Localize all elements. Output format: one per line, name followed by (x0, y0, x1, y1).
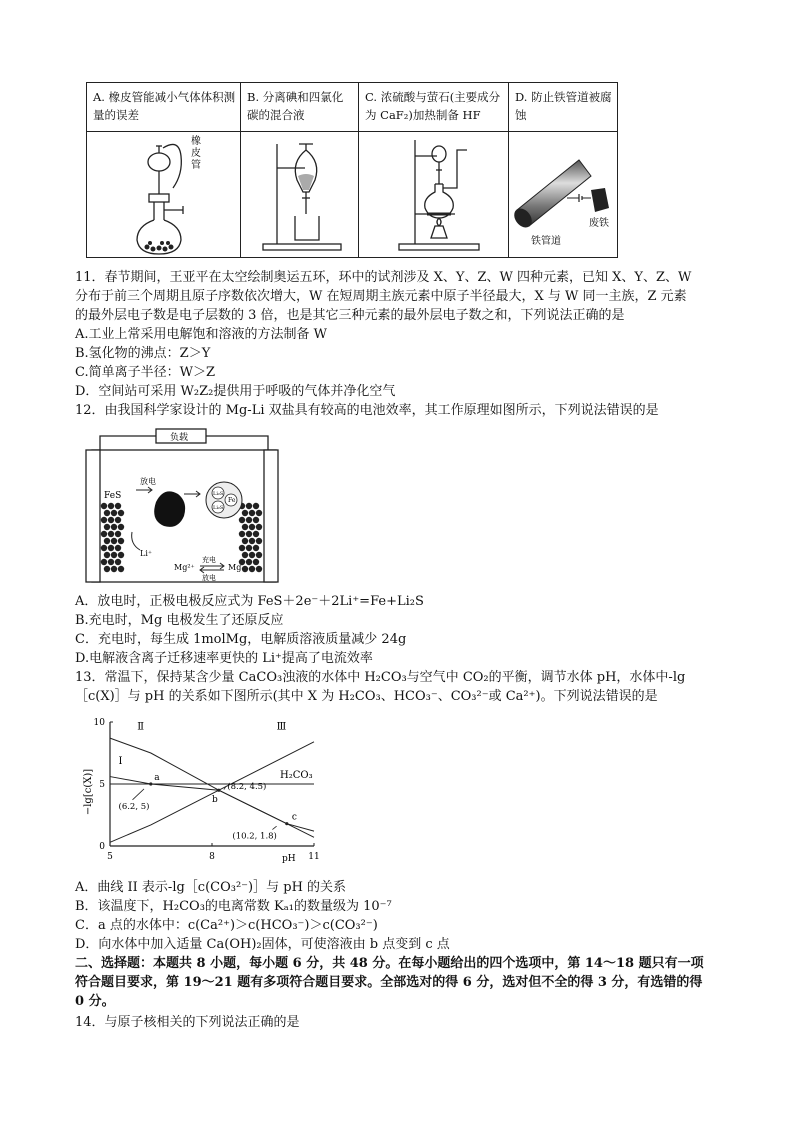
q12-option-a: A．放电时，正极电极反应式为 FeS＋2e⁻＋2Li⁺=Fe+Li₂S (75, 594, 424, 609)
table-cell-b (241, 83, 359, 257)
q13-option-c: C．a 点的水体中：c(Ca²⁺)＞c(HCO₃⁻)＞c(CO₃²⁻) (75, 918, 378, 933)
electrode-sphere (246, 559, 252, 565)
li2s-label-2: Li₂S (213, 505, 224, 511)
electrode-sphere (111, 566, 117, 572)
q12-option-c: C．充电时，每生成 1molMg，电解质溶液质量减少 24g (75, 632, 407, 647)
fe-label: Fe (228, 497, 236, 504)
electrode-sphere (249, 510, 255, 516)
coord-label-b: (8.2, 4.5) (227, 781, 267, 792)
electrode-sphere (101, 545, 107, 551)
table-cell-c (359, 83, 509, 257)
cell-c-caption: C. 浓硫酸与萤石(主要成分为 CaF₂)加热制备 HF (365, 90, 501, 122)
electrode-sphere (253, 503, 259, 509)
curve-label: Ⅱ (137, 721, 144, 733)
q13-option-b: B．该温度下，H₂CO₃的电离常数 Kₐ₁的数量级为 10⁻⁷ (75, 899, 392, 914)
point-label-a: a (154, 773, 160, 783)
point-b (217, 789, 220, 792)
q13-option-a: A．曲线 II 表示-lg［c(CO₃²⁻)］与 pH 的关系 (75, 880, 347, 895)
y-tick-label: 10 (93, 718, 105, 728)
electrode-sphere (118, 552, 124, 558)
electrode-sphere (104, 538, 110, 544)
electrode-sphere (256, 538, 262, 544)
fes-label: FeS (104, 491, 122, 501)
electrode-sphere (246, 503, 252, 509)
electrode-sphere (108, 531, 114, 537)
electrode-sphere (104, 552, 110, 558)
hf-preparation-figure (359, 132, 508, 257)
electrode-sphere (118, 510, 124, 516)
chart-ylabel: −lg[c(X)] (83, 768, 94, 816)
electrode-sphere (242, 510, 248, 516)
iron-pipe-label: 铁管道 (531, 236, 561, 247)
point-label-b: b (212, 795, 218, 806)
q12-option-b: B.充电时，Mg 电极发生了还原反应 (75, 613, 284, 628)
electrode-sphere (239, 531, 245, 537)
electrode-sphere (256, 510, 262, 516)
q11-stem-line-1: 11．春节期间，王亚平在太空绘制奥运五环，环中的试剂涉及 X、Y、Z、W 四种元素，已知 X、Y、Z、W (75, 270, 692, 285)
electrode-sphere (253, 531, 259, 537)
x-tick-label: 5 (107, 852, 113, 862)
electrode-sphere (242, 566, 248, 572)
electrode-sphere (111, 552, 117, 558)
coord-label-c: (10.2, 1.8) (232, 831, 277, 842)
curve-Ⅱ (110, 738, 314, 831)
table-cell-a (87, 83, 241, 257)
rubber-tube-apparatus-figure (87, 132, 240, 257)
curve-label: Ⅰ (118, 756, 123, 768)
chart-xlabel: pH (282, 854, 296, 864)
electrode-sphere (118, 538, 124, 544)
electrode-sphere (111, 524, 117, 530)
pH-curve-chart (78, 712, 340, 874)
electrode-sphere (101, 503, 107, 509)
electrode-sphere (115, 545, 121, 551)
electrode-sphere (242, 552, 248, 558)
discharge-label-bottom: 放电 (202, 574, 216, 582)
discharge-label-top: 放电 (140, 477, 156, 486)
scrap-iron-label: 废铁 (589, 218, 609, 229)
electrode-sphere (253, 559, 259, 565)
q11-option-a: A.工业上常采用电解饱和溶液的方法制备 W (75, 327, 328, 342)
electrode-sphere (249, 524, 255, 530)
pointer-c (272, 826, 276, 829)
point-c (285, 822, 288, 825)
rubber-tube-label: 橡皮管 (191, 136, 201, 171)
electrode-sphere (256, 566, 262, 572)
electrode-sphere (115, 559, 121, 565)
electrode-sphere (239, 545, 245, 551)
point-a (149, 782, 152, 785)
cell-d-caption: D. 防止铁管道被腐蚀 (515, 90, 612, 122)
q11-option-d: D．空间站可采用 W₂Z₂提供用于呼吸的气体并净化空气 (75, 384, 396, 399)
coord-label-a: (6.2, 5) (118, 801, 150, 812)
q13-stem-line-1: 13．常温下，保持某含少量 CaCO₃浊液的水体中 H₂CO₃与空气中 CO₂的平衡，调节水体 pH，水体中-lg (75, 670, 686, 685)
electrode-sphere (104, 524, 110, 530)
load-label: 负载 (170, 433, 189, 443)
electrode-sphere (118, 524, 124, 530)
electrode-sphere (249, 566, 255, 572)
electrode-sphere (246, 545, 252, 551)
cell-b-caption: B. 分离碘和四氯化碳的混合液 (247, 90, 344, 122)
electrode-sphere (118, 566, 124, 572)
electrode-sphere (115, 517, 121, 523)
table-cell-d (509, 83, 617, 257)
q12-stem: 12．由我国科学家设计的 Mg-Li 双盐具有较高的电池效率，其工作原理如图所示，下列说法错误的是 (75, 403, 659, 418)
mg-label: Mg (228, 563, 242, 572)
electrode-sphere (246, 517, 252, 523)
electrode-sphere (111, 538, 117, 544)
charge-label: 充电 (202, 556, 216, 564)
electrode-sphere (108, 517, 114, 523)
electrode-sphere (239, 517, 245, 523)
q11-option-c: C.简单离子半径：W＞Z (75, 365, 216, 380)
apparatus-table (86, 82, 618, 258)
electrode-sphere (111, 510, 117, 516)
electrode-sphere (256, 552, 262, 558)
electrode-sphere (101, 559, 107, 565)
electrode-sphere (104, 510, 110, 516)
pointer-a (133, 789, 145, 800)
curve-label: H₂CO₃ (280, 769, 313, 781)
q11-option-b: B.氢化物的沸点：Z＞Y (75, 346, 211, 361)
electrode-sphere (108, 545, 114, 551)
electrode-sphere (104, 566, 110, 572)
q13-stem-line-2: ［c(X)］与 pH 的关系如下图所示(其中 X 为 H₂CO₃、HCO₃⁻、CO₃²⁻或 Ca²⁺)。下列说法错误的是 (75, 689, 658, 704)
electrode-sphere (253, 545, 259, 551)
q12-option-d: D.电解液含离子迁移速率更快的 Li⁺提高了电流效率 (75, 651, 373, 666)
electrode-sphere (115, 531, 121, 537)
electrode-sphere (246, 531, 252, 537)
electrode-sphere (101, 531, 107, 537)
point-label-c: c (291, 812, 297, 823)
x-tick-label: 8 (209, 852, 215, 862)
cell-a-caption: A. 橡皮管能减小气体体积测量的误差 (93, 90, 236, 122)
iron-pipe-figure (509, 132, 617, 257)
electrode-sphere (242, 538, 248, 544)
electrode-sphere (242, 524, 248, 530)
separatory-funnel-figure (241, 132, 358, 257)
electrode-sphere (108, 503, 114, 509)
electrode-sphere (256, 524, 262, 530)
section2-line-3: 0 分。 (75, 994, 115, 1009)
electrode-sphere (108, 559, 114, 565)
q13-option-d: D．向水体中加入适量 Ca(OH)₂固体，可使溶液由 b 点变到 c 点 (75, 937, 450, 952)
electrode-sphere (249, 538, 255, 544)
y-tick-label: 5 (99, 780, 105, 790)
x-tick-label: 11 (308, 852, 320, 862)
section2-line-2: 符合题目要求，第 19～21 题有多项符合题目要求。全部选对的得 6 分，选对但不全的得 3 分，有选错的得 (75, 975, 703, 990)
section2-line-1: 二、选择题：本题共 8 小题，每小题 6 分，共 48 分。在每小题给出的四个选项中，第 14～18 题只有一项 (75, 956, 704, 971)
electrode-sphere (249, 552, 255, 558)
y-tick-label: 0 (99, 842, 105, 852)
mg-ion-label: Mg²⁺ (174, 563, 195, 572)
li2s-label-1: Li₂S (213, 491, 224, 497)
electrode-sphere (253, 517, 259, 523)
curve-label: Ⅲ (276, 721, 287, 733)
electrode-sphere (101, 517, 107, 523)
q11-stem-line-3: 的最外层电子数是电子层数的 3 倍，也是其它三种元素的最外层电子数之和，下列说法正确的是 (75, 308, 625, 323)
li-ion-label: Li⁺ (140, 549, 153, 558)
q14-stem: 14．与原子核相关的下列说法正确的是 (75, 1015, 300, 1030)
electrode-sphere (115, 503, 121, 509)
battery-diagram (78, 428, 288, 588)
q11-stem-line-2: 分布于前三个周期且原子序数依次增大，W 在短周期主族元素中原子半径最大，X 与 W 同一主族，Z 元素 (75, 289, 687, 304)
